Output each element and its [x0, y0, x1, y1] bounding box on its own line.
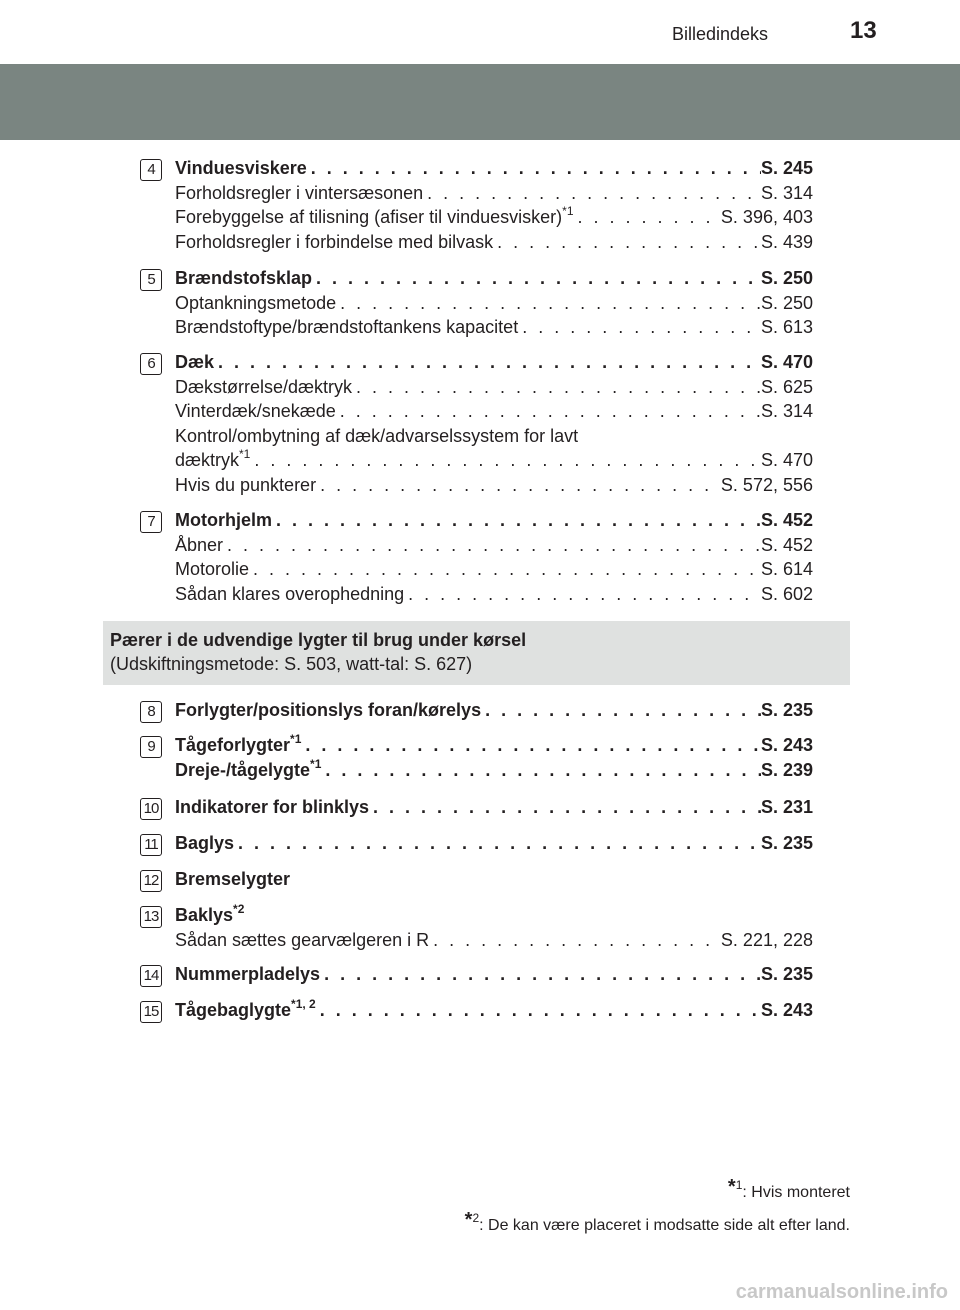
page-reference: S. 250 [760, 268, 813, 288]
entry-label: Dreje-/tågelygte$^{*1}$ [175, 757, 322, 780]
index-entry-heading[interactable] [175, 831, 813, 856]
page-reference: S. 235 [760, 700, 813, 720]
dot-leader [429, 928, 721, 953]
header-band [0, 64, 960, 140]
watermark: carmanualsonline.info [735, 1281, 948, 1303]
page-reference: S. 314 [760, 182, 813, 203]
item-number-badge: 10 [140, 798, 162, 820]
bulb-box-subtitle: (Udskiftningsmetode: S. 503, watt-tal: S. 627) [110, 654, 473, 674]
entry-label: Dæk [175, 352, 215, 372]
item-number-badge: 13 [140, 906, 162, 928]
dot-leader [234, 831, 761, 856]
dot-leader [518, 315, 761, 340]
footnote-star: * [464, 1209, 473, 1231]
footnote-ref: *1 [239, 448, 251, 461]
index-entry[interactable] [175, 928, 813, 953]
entry-label: Motorhjelm [175, 510, 272, 530]
entry-label: Dækstørrelse/dæktryk [175, 376, 353, 397]
dot-leader [369, 795, 761, 820]
dot-leader [423, 181, 761, 206]
footnote-ref: *1, 2 [291, 998, 316, 1011]
index-entry[interactable] [175, 205, 813, 230]
entry-label: Forebyggelse af tilisning (afiser til vinduesvisker)$^{*1}$ [175, 205, 574, 227]
entry-label: Indikatorer for blinklys [175, 797, 370, 817]
page-reference: S. 250 [760, 292, 813, 313]
entry-label: Brændstoftype/brændstoftankens kapacitet [175, 317, 519, 337]
dot-leader [404, 582, 761, 607]
entry-label: Forholdsregler i forbindelse med bilvask [175, 231, 494, 252]
index-entry[interactable] [175, 375, 813, 400]
item-number-badge: 8 [140, 701, 162, 723]
page-reference: S. 452 [760, 510, 813, 530]
entry-label: Forlygter/positionslys foran/kørelys [175, 700, 482, 720]
dot-leader [574, 205, 721, 230]
footnote-1 [728, 1176, 850, 1202]
index-entry[interactable] [175, 582, 813, 607]
footnote-2 [465, 1209, 850, 1235]
item-number-badge: 6 [140, 353, 162, 375]
dot-leader [321, 758, 761, 783]
index-entry[interactable] [175, 557, 813, 582]
index-entry-heading[interactable] [175, 867, 813, 892]
page-reference: S. 614 [760, 559, 813, 579]
index-entry-heading[interactable] [175, 758, 813, 783]
entry-label: Nummerpladelys [175, 964, 321, 984]
item-number-badge: 14 [140, 965, 162, 987]
entry-label: Kontrol/ombytning af dæk/advarselssystem for lavt [175, 425, 579, 446]
page-reference: S. 245 [760, 158, 813, 178]
index-entry-heading[interactable] [175, 698, 813, 723]
index-entry[interactable] [175, 315, 813, 340]
dot-leader [214, 350, 761, 375]
entry-label: Sådan sættes gearvælgeren i R [175, 929, 430, 950]
index-entry-heading[interactable] [175, 350, 813, 375]
footnote-ref: *2 [233, 903, 245, 916]
index-entry-heading[interactable] [175, 962, 813, 987]
dot-leader [312, 266, 761, 291]
dot-leader [493, 230, 761, 255]
index-entry-heading[interactable] [175, 156, 813, 181]
dot-leader [272, 508, 761, 533]
page-reference: S. 452 [760, 534, 813, 555]
dot-leader [316, 473, 721, 498]
footnote-ref: *1 [290, 733, 302, 746]
index-entry[interactable] [175, 473, 813, 498]
footnote-star: * [727, 1176, 736, 1198]
item-number-badge: 5 [140, 269, 162, 291]
footnote-number: 2 [472, 1211, 480, 1225]
bulb-box-title: Pærer i de udvendige lygter til brug under kørsel [110, 630, 527, 650]
dot-leader [223, 533, 761, 558]
entry-label: Brændstofsklap [175, 268, 313, 288]
entry-label: Sådan klares overophedning [175, 583, 405, 604]
item-number-badge: 7 [140, 511, 162, 533]
footnote-ref: *1 [310, 757, 322, 771]
entry-label: Baglys [175, 833, 235, 853]
page-number: 13 [850, 17, 877, 44]
footnote-ref: *1 [562, 205, 574, 218]
entry-label: Vinterdæk/snekæde [175, 401, 336, 421]
page-reference: S. 314 [760, 401, 813, 421]
dot-leader [336, 291, 761, 316]
index-entry[interactable] [175, 424, 813, 449]
page-reference: S. 243 [760, 735, 813, 755]
page-reference: S. 470 [760, 450, 813, 470]
index-entry[interactable] [175, 399, 813, 424]
entry-label: Forholdsregler i vintersæsonen [175, 182, 424, 203]
page-reference: S. 235 [760, 833, 813, 853]
page-reference: S. 231 [760, 797, 813, 817]
entry-label: Motorolie [175, 559, 250, 579]
entry-label: Vinduesviskere [175, 158, 307, 178]
index-entry[interactable] [175, 533, 813, 558]
index-entry-heading[interactable] [175, 998, 813, 1023]
index-entry-heading[interactable] [175, 903, 813, 928]
dot-leader [320, 962, 761, 987]
dot-leader [290, 867, 813, 892]
entry-label: dæktryk$^{*1}$ [175, 448, 251, 470]
dot-leader [301, 733, 761, 758]
section-title: Billedindeks [672, 24, 769, 44]
entry-label: Tågebaglygte$^{*1, 2}$ [175, 998, 316, 1020]
dot-leader [578, 424, 813, 449]
page-reference: S. 613 [760, 317, 813, 337]
item-number-badge: 12 [140, 870, 162, 892]
page-reference: S. 625 [760, 376, 813, 397]
page-reference: S. 602 [760, 583, 813, 604]
page-reference: S. 235 [760, 964, 813, 984]
dot-leader [249, 557, 761, 582]
entry-label: Bremselygter [175, 869, 291, 889]
footnote-text: : De kan være placeret i modsatte side alt efter land. [479, 1217, 850, 1234]
entry-label: Baklys$^{*2}$ [175, 903, 245, 925]
bulb-info-box [103, 621, 850, 685]
dot-leader [244, 903, 813, 928]
item-number-badge: 11 [140, 834, 162, 856]
index-entry[interactable] [175, 291, 813, 316]
page-reference: S. 470 [760, 352, 813, 372]
page-reference: S. 243 [760, 1000, 813, 1020]
footnote-text: : Hvis monteret [742, 1184, 850, 1201]
index-entry-heading[interactable] [175, 508, 813, 533]
item-number-badge: 4 [140, 159, 162, 181]
page-reference: S. 239 [760, 759, 813, 780]
dot-leader [316, 998, 761, 1023]
entry-label: Optankningsmetode [175, 292, 337, 313]
dot-leader [336, 399, 761, 424]
page-reference: S. 221, 228 [720, 929, 813, 950]
entry-label: Hvis du punkterer [175, 474, 317, 495]
dot-leader [352, 375, 761, 400]
entry-label: Åbner [175, 534, 224, 555]
index-entry-heading[interactable] [175, 266, 813, 291]
item-number-badge: 15 [140, 1001, 162, 1023]
page-reference: S. 439 [760, 231, 813, 252]
page-reference: S. 396, 403 [720, 207, 813, 227]
index-entry-heading[interactable] [175, 795, 813, 820]
index-entry[interactable] [175, 181, 813, 206]
dot-leader [481, 698, 761, 723]
index-entry-heading[interactable] [175, 733, 813, 758]
index-entry[interactable] [175, 448, 813, 473]
page-reference: S. 572, 556 [720, 474, 813, 495]
index-entry[interactable] [175, 230, 813, 255]
dot-leader [307, 156, 761, 181]
item-number-badge: 9 [140, 736, 162, 758]
footnote-number: 1 [735, 1178, 743, 1192]
page-header [0, 0, 960, 64]
entry-label: Tågeforlygter$^{*1}$ [175, 733, 302, 755]
dot-leader [250, 448, 761, 473]
